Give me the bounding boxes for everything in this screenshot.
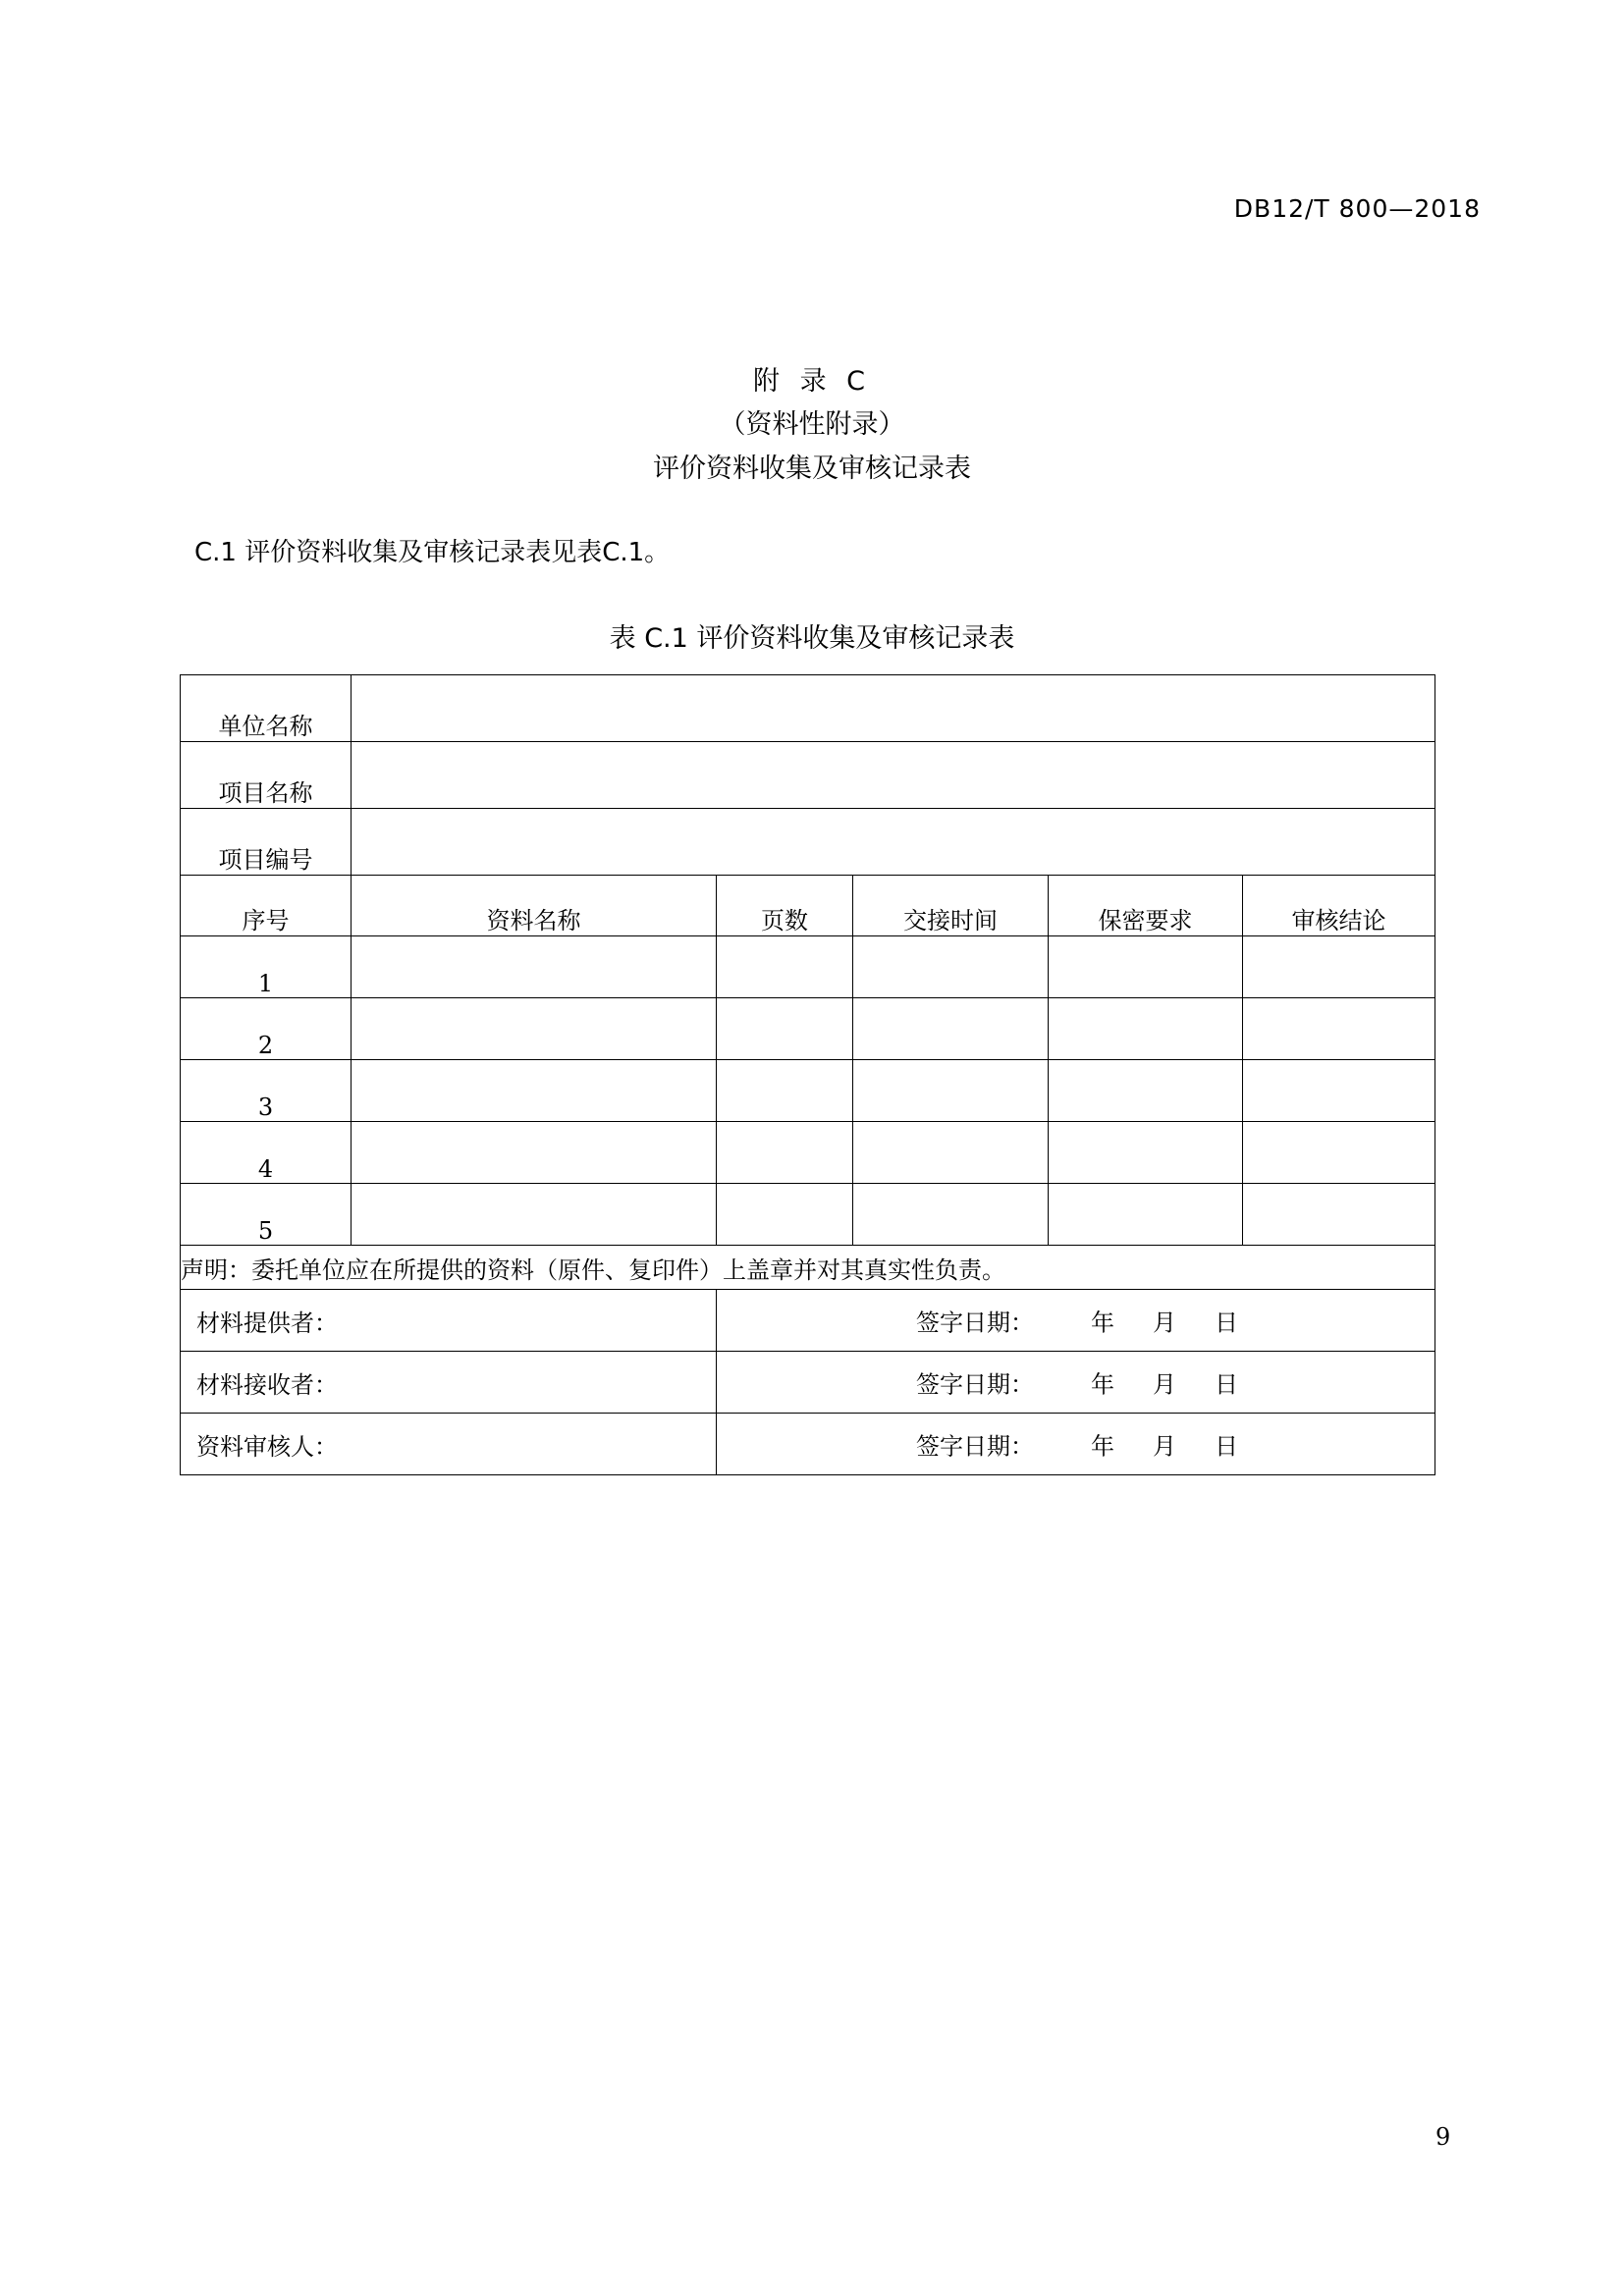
- row-number: 2: [181, 998, 352, 1060]
- table-cell: [1049, 1184, 1243, 1246]
- table-cell: [352, 998, 717, 1060]
- table-row: [181, 1060, 1435, 1122]
- signature-date-label: 签字日期：: [916, 1370, 1034, 1399]
- month-label: 月: [1153, 1432, 1176, 1461]
- row-number: 3: [181, 1060, 352, 1122]
- table-cell: [352, 936, 717, 998]
- clause-c1: C.1 评价资料收集及审核记录表见表C.1。: [194, 538, 671, 567]
- table-row: [181, 936, 1435, 998]
- day-label: 日: [1215, 1432, 1238, 1461]
- table-cell: [1243, 1060, 1435, 1122]
- table-cell: [352, 1122, 717, 1184]
- document-code: DB12/T 800—2018: [1233, 194, 1481, 223]
- table-cell: [717, 936, 853, 998]
- info-label: 项目编号: [181, 809, 352, 876]
- table-cell: [1049, 936, 1243, 998]
- info-row-unit: [181, 675, 1435, 742]
- declaration-text: 声明：委托单位应在所提供的资料（原件、复印件）上盖章并对其真实性负责。: [181, 1246, 1435, 1290]
- info-value: [352, 675, 1435, 742]
- table-cell: [853, 1122, 1049, 1184]
- table-row: [181, 1184, 1435, 1246]
- table-cell: [717, 1060, 853, 1122]
- table-cell: [1049, 1060, 1243, 1122]
- signature-date-label: 签字日期：: [916, 1308, 1034, 1337]
- year-label: 年: [1091, 1432, 1114, 1461]
- signature-date-cell: [717, 1352, 1435, 1414]
- declaration-row: [181, 1246, 1435, 1290]
- table-cell: [1243, 1184, 1435, 1246]
- row-number: 4: [181, 1122, 352, 1184]
- column-header: 资料名称: [352, 876, 717, 936]
- day-label: 日: [1215, 1370, 1238, 1399]
- table-cell: [1049, 1122, 1243, 1184]
- appendix-type: （资料性附录）: [719, 409, 905, 440]
- column-header: 保密要求: [1049, 876, 1243, 936]
- table-cell: [1243, 1122, 1435, 1184]
- table-cell: [1243, 936, 1435, 998]
- page-number: 9: [1435, 2123, 1451, 2151]
- record-table: [180, 674, 1435, 1475]
- info-row-project-number: [181, 809, 1435, 876]
- table-cell: [1243, 998, 1435, 1060]
- info-row-project-name: [181, 742, 1435, 809]
- year-label: 年: [1091, 1370, 1114, 1399]
- table-cell: [853, 1060, 1049, 1122]
- signature-row-provider: [181, 1290, 1435, 1352]
- table-row: [181, 1122, 1435, 1184]
- table-caption: 表 C.1 评价资料收集及审核记录表: [609, 623, 1015, 654]
- day-label: 日: [1215, 1308, 1238, 1337]
- row-number: 1: [181, 936, 352, 998]
- info-value: [352, 742, 1435, 809]
- signature-row-reviewer: [181, 1414, 1435, 1475]
- column-header: 交接时间: [853, 876, 1049, 936]
- info-value: [352, 809, 1435, 876]
- appendix-title: 附 录 C: [752, 366, 872, 397]
- table-cell: [717, 1122, 853, 1184]
- table-cell: [853, 998, 1049, 1060]
- table-cell: [1049, 998, 1243, 1060]
- row-number: 5: [181, 1184, 352, 1246]
- signature-label: 材料提供者：: [181, 1290, 717, 1352]
- signature-date-cell: [717, 1414, 1435, 1475]
- signature-date-label: 签字日期：: [916, 1432, 1034, 1461]
- month-label: 月: [1153, 1308, 1176, 1337]
- month-label: 月: [1153, 1370, 1176, 1399]
- table-cell: [853, 936, 1049, 998]
- year-label: 年: [1091, 1308, 1114, 1337]
- column-header: 页数: [717, 876, 853, 936]
- table-cell: [717, 1184, 853, 1246]
- appendix-name: 评价资料收集及审核记录表: [653, 454, 971, 484]
- signature-label: 资料审核人：: [181, 1414, 717, 1475]
- info-label: 单位名称: [181, 675, 352, 742]
- signature-row-receiver: [181, 1352, 1435, 1414]
- table-cell: [352, 1184, 717, 1246]
- table-cell: [717, 998, 853, 1060]
- table-header-row: [181, 876, 1435, 936]
- column-header: 审核结论: [1243, 876, 1435, 936]
- table-cell: [853, 1184, 1049, 1246]
- column-header: 序号: [181, 876, 352, 936]
- table-cell: [352, 1060, 717, 1122]
- signature-label: 材料接收者：: [181, 1352, 717, 1414]
- info-label: 项目名称: [181, 742, 352, 809]
- table-row: [181, 998, 1435, 1060]
- signature-date-cell: [717, 1290, 1435, 1352]
